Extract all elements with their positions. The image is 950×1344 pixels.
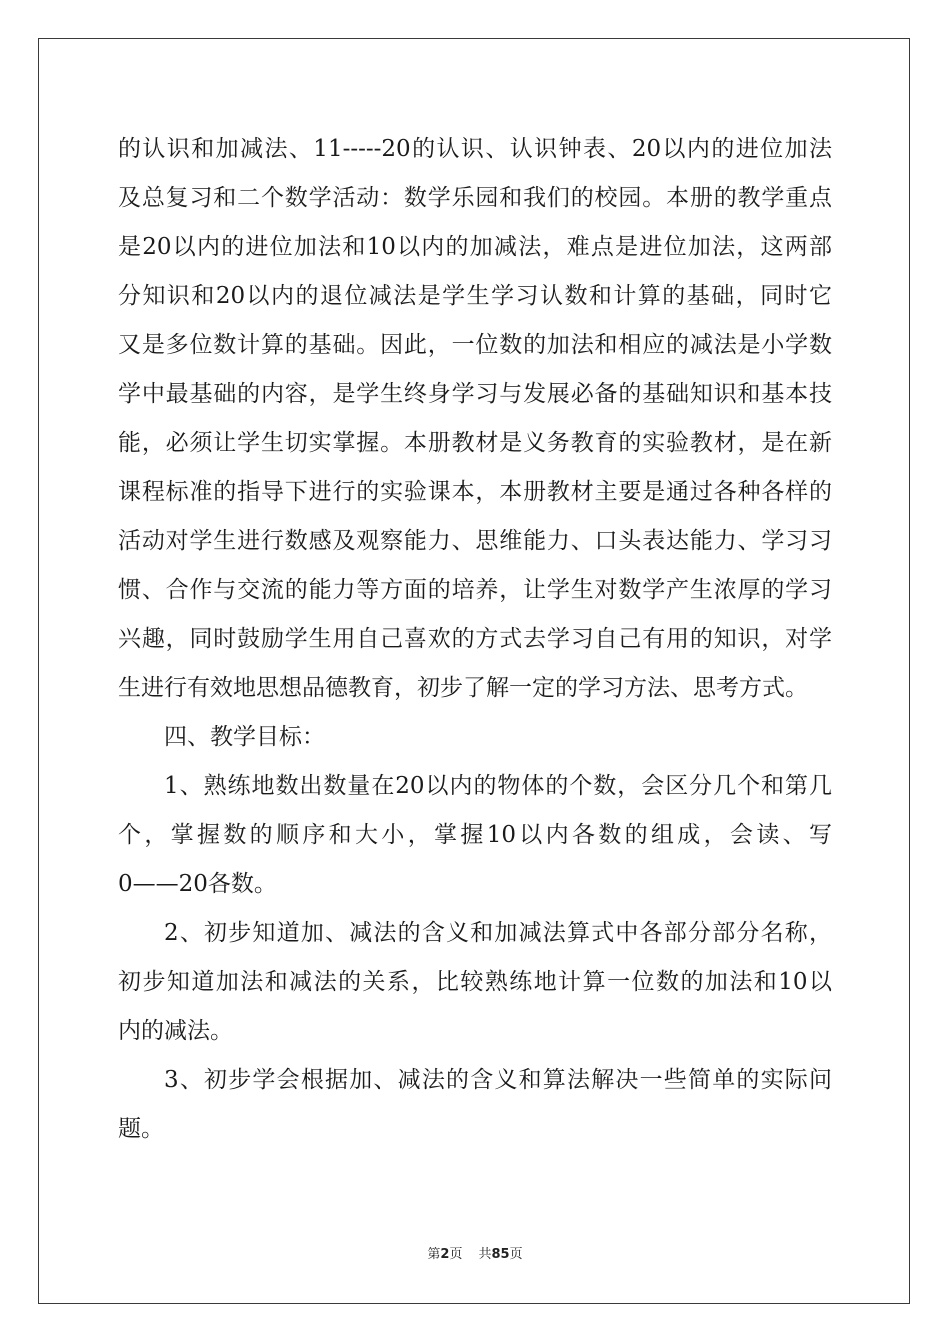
page-number: 2 — [440, 1247, 450, 1262]
goal-line: 1、熟练地数出数量在20以内的物体的个数，会区分几个和第几 — [164, 773, 832, 799]
total-pages: 85 — [491, 1247, 510, 1262]
goal-line: 个，掌握数的顺序和大小，掌握10以内各数的组成，会读、写 — [118, 822, 832, 848]
section-heading: 四、教学目标： — [164, 724, 325, 750]
footer-total-suffix: 页 — [509, 1247, 523, 1262]
body-line: 及总复习和二个数学活动：数学乐园和我们的校园。本册的教学重点 — [118, 185, 832, 211]
goal-line: 初步知道加法和减法的关系，比较熟练地计算一位数的加法和10以 — [118, 969, 832, 995]
goal-line: 0——20各数。 — [118, 871, 277, 897]
body-line: 能，必须让学生切实掌握。本册教材是义务教育的实验教材，是在新 — [118, 430, 832, 456]
goal-line: 题。 — [118, 1116, 164, 1142]
body-line: 又是多位数计算的基础。因此，一位数的加法和相应的减法是小学数 — [118, 332, 832, 358]
body-line: 兴趣，同时鼓励学生用自己喜欢的方式去学习自己有用的知识，对学 — [118, 626, 832, 652]
page-footer — [0, 1246, 950, 1264]
footer-prefix: 第 — [427, 1247, 441, 1262]
body-line: 分知识和20以内的退位减法是学生学习认数和计算的基础，同时它 — [118, 283, 832, 309]
body-line: 学中最基础的内容，是学生终身学习与发展必备的基础知识和基本技 — [118, 381, 832, 407]
body-line: 惯、合作与交流的能力等方面的培养，让学生对数学产生浓厚的学习 — [118, 577, 832, 603]
footer-page-suffix: 页 — [449, 1247, 463, 1262]
footer-total-prefix: 共 — [478, 1247, 492, 1262]
goal-line: 3、初步学会根据加、减法的含义和算法解决一些简单的实际问 — [164, 1067, 832, 1093]
body-line: 课程标准的指导下进行的实验课本，本册教材主要是通过各种各样的 — [118, 479, 832, 505]
body-line: 活动对学生进行数感及观察能力、思维能力、口头表达能力、学习习 — [118, 528, 832, 554]
body-line: 生进行有效地思想品德教育，初步了解一定的学习方法、思考方式。 — [118, 675, 808, 701]
goal-line: 2、初步知道加、减法的含义和加减法算式中各部分部分名称， — [164, 920, 832, 946]
body-line: 的认识和加减法、11-----20的认识、认识钟表、20以内的进位加法 — [118, 136, 832, 162]
goal-line: 内的减法。 — [118, 1018, 233, 1044]
body-line: 是20以内的进位加法和10以内的加减法，难点是进位加法，这两部 — [118, 234, 832, 260]
